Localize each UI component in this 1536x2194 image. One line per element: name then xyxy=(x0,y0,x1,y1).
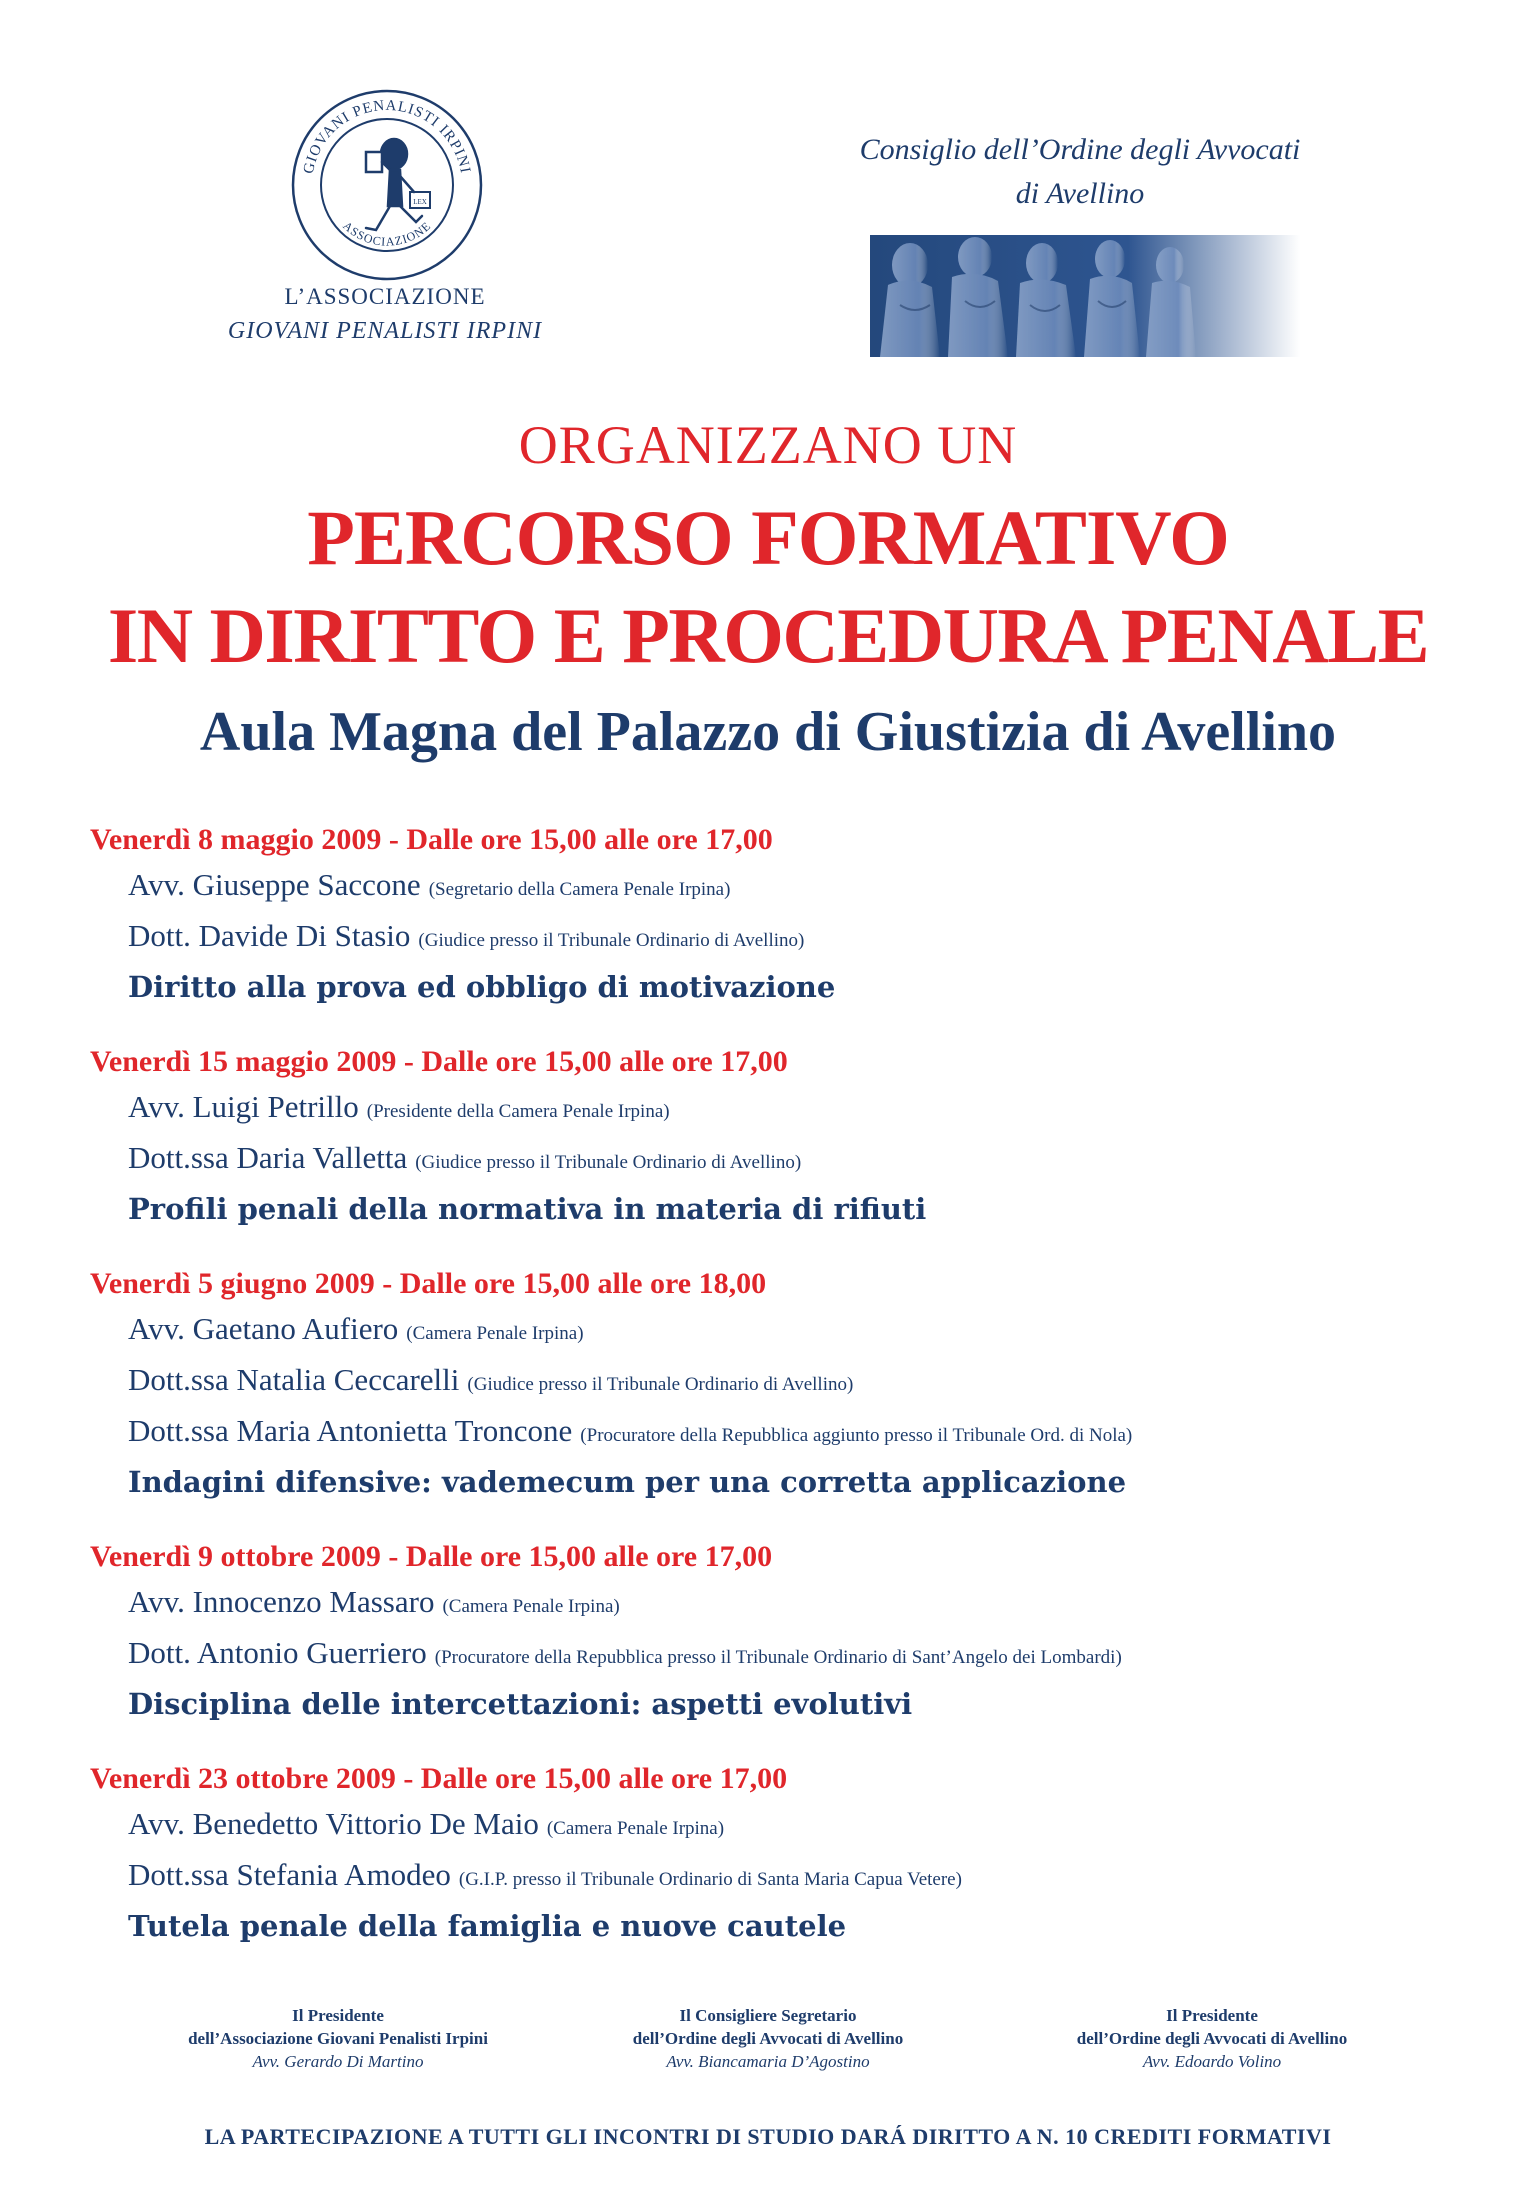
speaker xyxy=(90,1801,1490,1852)
council-line1: Consiglio dell’Ordine degli Avvocati xyxy=(859,133,1301,166)
session-topic: Indagini difensive: vademecum per una corretta applicazione xyxy=(128,1465,1127,1499)
speaker-name: Avv. Giuseppe Saccone xyxy=(128,867,421,902)
seal-badge-text: LEX xyxy=(413,198,427,206)
speaker xyxy=(90,1408,1490,1459)
session-date: Venerdì 8 maggio 2009 - Dalle ore 15,00 alle ore 17,00 xyxy=(90,823,773,856)
footer-credits-note: LA PARTECIPAZIONE A TUTTI GLI INCONTRI DI STUDIO DARÁ DIRITTO A N. 10 CREDITI FORMATIVI xyxy=(204,2124,1332,2149)
association-logo xyxy=(290,88,484,282)
signature-name: Avv. Edoardo Volino xyxy=(1142,2052,1282,2071)
speaker-name: Dott. Davide Di Stasio xyxy=(128,918,411,953)
title-percorso-formativo: PERCORSO FORMATIVO xyxy=(307,494,1229,581)
signature-block xyxy=(128,2004,548,2073)
speaker-role: (Camera Penale Irpina) xyxy=(406,1323,584,1344)
speaker xyxy=(90,1084,1490,1135)
speaker xyxy=(90,1306,1490,1357)
signature-title: Il Presidente xyxy=(1166,2006,1258,2025)
roman-relief-image xyxy=(870,235,1300,357)
venue-title: Aula Magna del Palazzo di Giustizia di Avellino xyxy=(199,701,1337,763)
speaker xyxy=(90,1135,1490,1186)
signature-title: Il Presidente xyxy=(292,2006,384,2025)
lawyer-mascot-seal-icon xyxy=(290,88,484,282)
speaker xyxy=(90,1579,1490,1630)
title-diritto-procedura: IN DIRITTO E PROCEDURA PENALE xyxy=(107,592,1429,679)
association-caption xyxy=(180,284,590,345)
speaker-role: (Procuratore della Repubblica aggiunto presso il Tribunale Ord. di Nola) xyxy=(580,1425,1133,1446)
session-date: Venerdì 15 maggio 2009 - Dalle ore 15,00 alle ore 17,00 xyxy=(90,1045,788,1078)
speaker xyxy=(90,862,1490,913)
speaker xyxy=(90,1630,1490,1681)
speaker-role: (G.I.P. presso il Tribunale Ordinario di Santa Maria Capua Vetere) xyxy=(458,1869,962,1890)
speaker-role: (Presidente della Camera Penale Irpina) xyxy=(366,1101,670,1122)
association-line2: GIOVANI PENALISTI IRPINI xyxy=(227,318,543,344)
session-topic: Profili penali della normativa in materia di rifiuti xyxy=(128,1192,927,1226)
signature-org: dell’Ordine degli Avvocati di Avellino xyxy=(1076,2029,1348,2048)
speaker-role: (Giudice presso il Tribunale Ordinario di Avellino) xyxy=(418,930,805,951)
speaker-role: (Segretario della Camera Penale Irpina) xyxy=(428,879,731,900)
signature-block xyxy=(558,2004,978,2073)
speaker xyxy=(90,1852,1490,1903)
session-topic: Tutela penale della famiglia e nuove cautele xyxy=(128,1909,847,1943)
session xyxy=(90,1040,1490,1232)
speaker-name: Dott.ssa Stefania Amodeo xyxy=(128,1857,451,1892)
svg-text:ASSOCIAZIONE xyxy=(340,219,434,249)
seal-ring-bottom-text: ASSOCIAZIONE xyxy=(340,218,434,249)
association-line1: L’ASSOCIAZIONE xyxy=(284,284,486,309)
speaker-name: Avv. Benedetto Vittorio De Maio xyxy=(128,1806,539,1841)
session xyxy=(90,1535,1490,1727)
speaker-name: Avv. Innocenzo Massaro xyxy=(128,1584,435,1619)
session xyxy=(90,1262,1490,1505)
signature-name: Avv. Gerardo Di Martino xyxy=(252,2052,424,2071)
speaker-name: Dott. Antonio Guerriero xyxy=(128,1635,427,1670)
signature-block xyxy=(1002,2004,1422,2073)
speaker-name: Avv. Gaetano Aufiero xyxy=(128,1311,399,1346)
signature-org: dell’Associazione Giovani Penalisti Irpini xyxy=(188,2029,488,2048)
sessions-list xyxy=(90,818,1490,1979)
speaker-name: Dott.ssa Daria Valletta xyxy=(128,1140,408,1175)
signature-name: Avv. Biancamaria D’Agostino xyxy=(666,2052,870,2071)
session-topic: Diritto alla prova ed obbligo di motivazione xyxy=(128,970,836,1004)
session-date: Venerdì 23 ottobre 2009 - Dalle ore 15,00 alle ore 17,00 xyxy=(90,1762,788,1795)
speaker-role: (Giudice presso il Tribunale Ordinario di Avellino) xyxy=(467,1374,854,1395)
signature-org: dell’Ordine degli Avvocati di Avellino xyxy=(632,2029,904,2048)
session xyxy=(90,818,1490,1010)
session xyxy=(90,1757,1490,1949)
signature-title: Il Consigliere Segretario xyxy=(679,2006,857,2025)
speaker-role: (Procuratore della Repubblica presso il Tribunale Ordinario di Sant’Angelo dei Lombardi) xyxy=(434,1647,1122,1668)
speaker xyxy=(90,1357,1490,1408)
council-title xyxy=(780,128,1380,216)
seal-ring-top-text: GIOVANI PENALISTI IRPINI xyxy=(300,97,474,176)
session-topic: Disciplina delle intercettazioni: aspetti evolutivi xyxy=(128,1687,913,1721)
session-date: Venerdì 9 ottobre 2009 - Dalle ore 15,00 alle ore 17,00 xyxy=(90,1540,773,1573)
speaker xyxy=(90,913,1490,964)
session-date: Venerdì 5 giugno 2009 - Dalle ore 15,00 alle ore 18,00 xyxy=(90,1267,767,1300)
speaker-name: Avv. Luigi Petrillo xyxy=(128,1089,359,1124)
speaker-role: (Giudice presso il Tribunale Ordinario di Avellino) xyxy=(415,1152,802,1173)
speaker-role: (Camera Penale Irpina) xyxy=(442,1596,620,1617)
title-organizzano: ORGANIZZANO UN xyxy=(518,415,1018,475)
speaker-name: Dott.ssa Maria Antonietta Troncone xyxy=(128,1413,573,1448)
speaker-role: (Camera Penale Irpina) xyxy=(546,1818,725,1839)
speaker-name: Dott.ssa Natalia Ceccarelli xyxy=(128,1362,460,1397)
council-line2: di Avellino xyxy=(1015,177,1145,210)
